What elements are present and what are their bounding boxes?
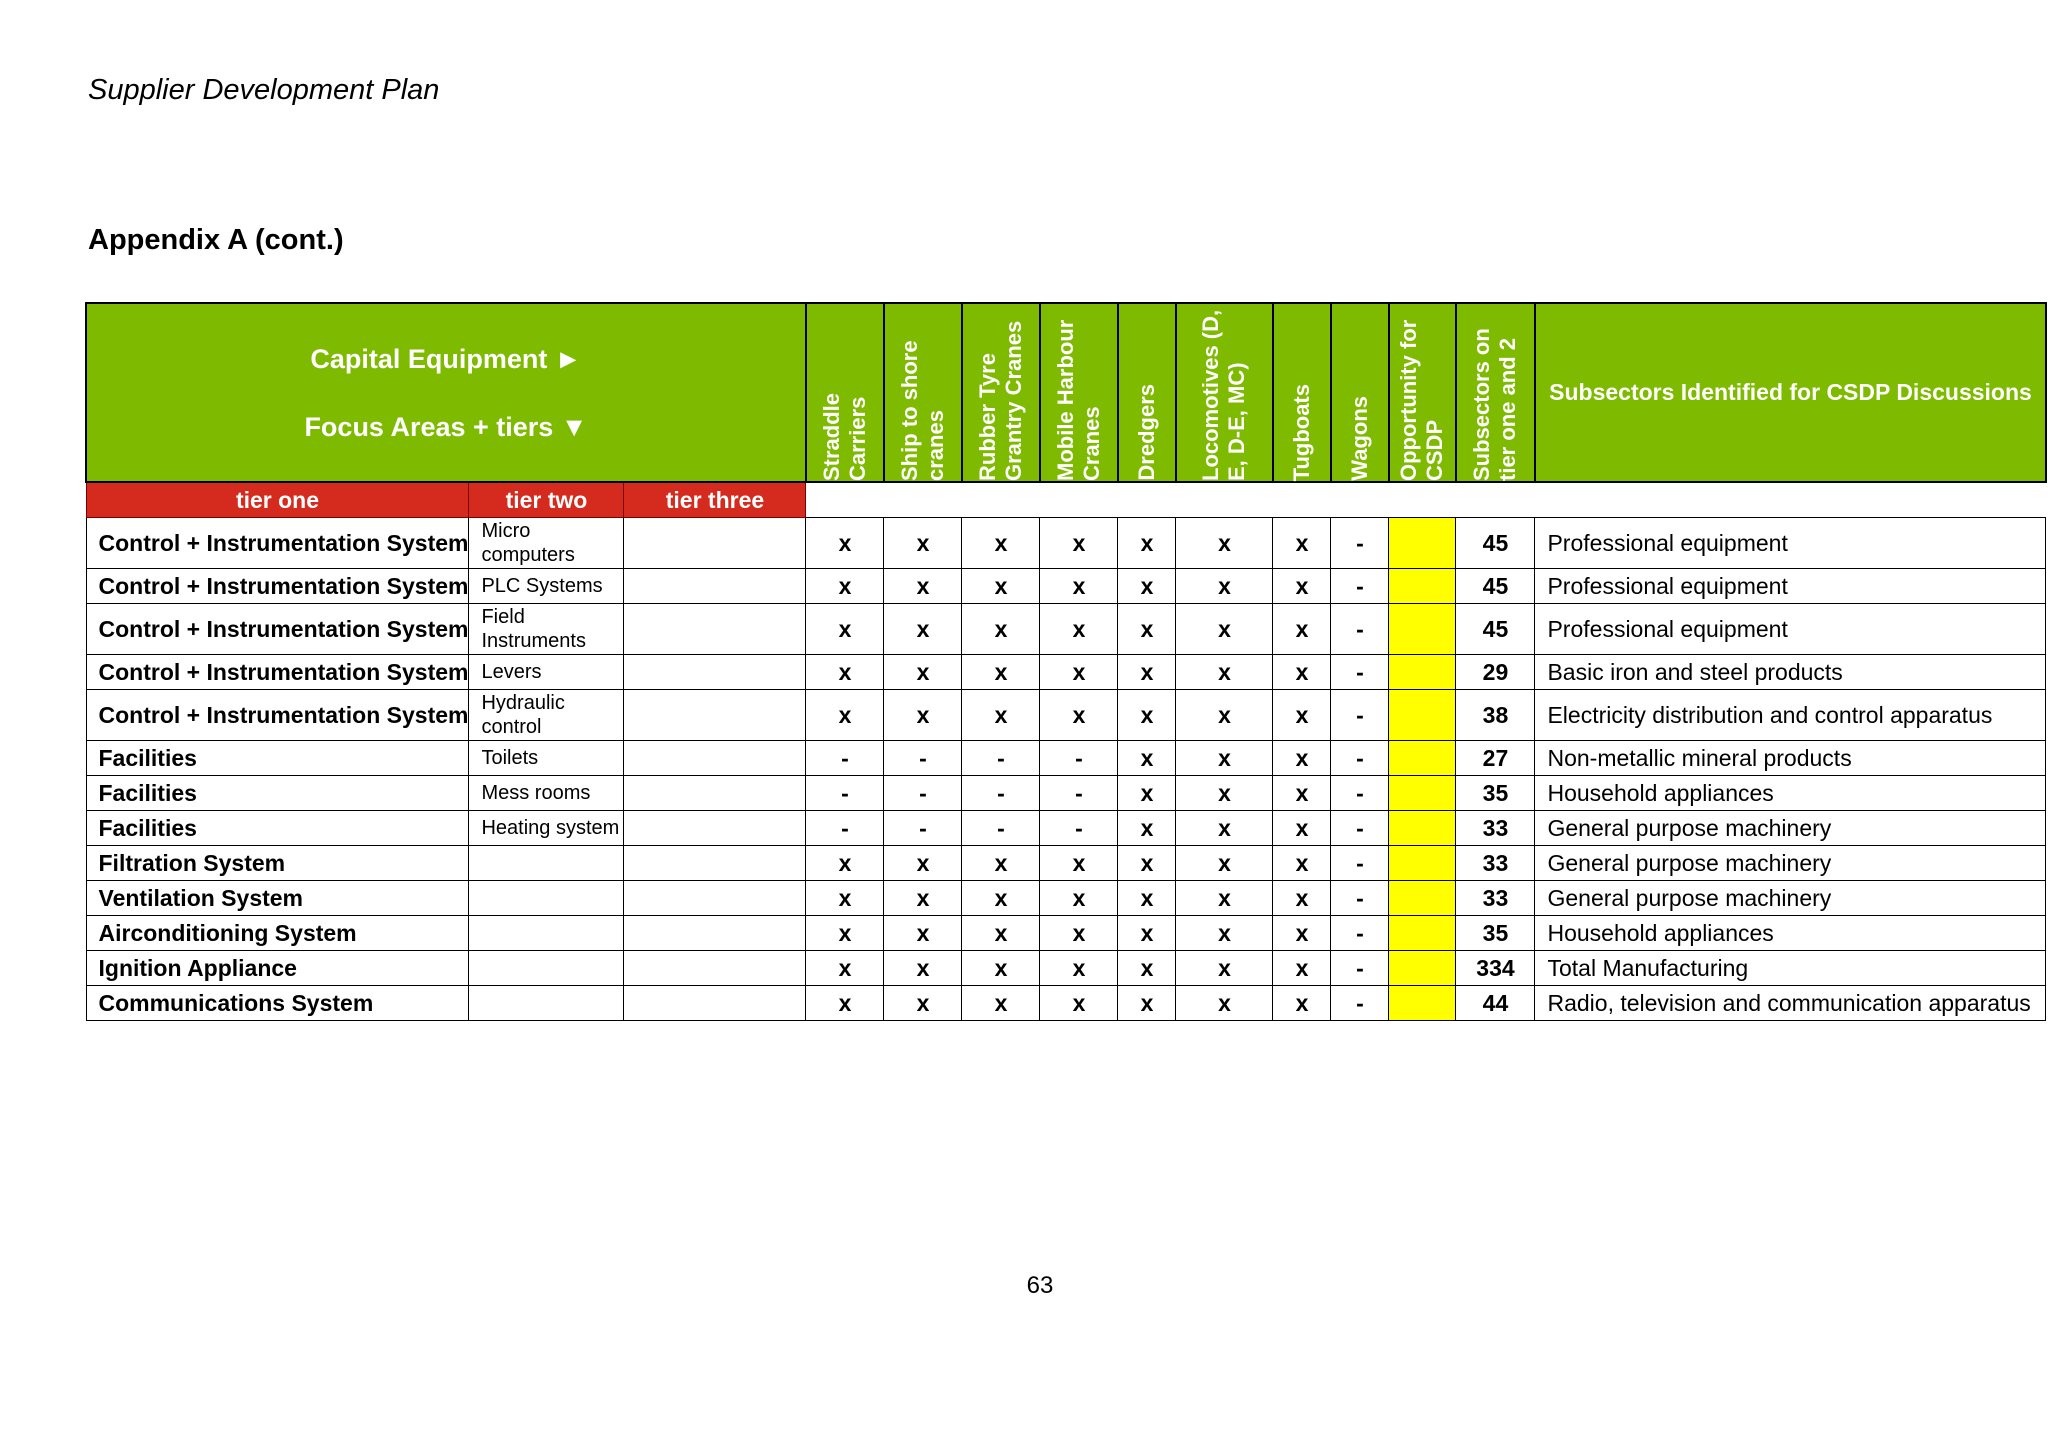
csdp-opportunity-cell: [1389, 690, 1456, 741]
mark-cell: x: [1273, 690, 1331, 741]
col-label: Opportunity for CSDP: [1396, 319, 1448, 481]
mark-cell: x: [806, 846, 884, 881]
col-header-dredgers: [1118, 303, 1176, 482]
col-header-ship-to-shore-cranes: [884, 303, 962, 482]
table-row: [86, 916, 2046, 951]
tier-two-cell: PLC Systems: [469, 569, 624, 604]
csdp-opportunity-cell: [1389, 916, 1456, 951]
csdp-opportunity-cell: [1389, 986, 1456, 1021]
mark-cell: -: [884, 776, 962, 811]
mark-cell: x: [884, 916, 962, 951]
mark-cell: -: [962, 741, 1040, 776]
mark-cell: x: [1118, 916, 1176, 951]
csdp-opportunity-cell: [1389, 846, 1456, 881]
mark-cell: x: [1176, 604, 1273, 655]
mark-cell: x: [1273, 741, 1331, 776]
mark-cell: x: [806, 569, 884, 604]
mark-cell: x: [1273, 881, 1331, 916]
col-header-rubber-tyre-grantry-cranes: [962, 303, 1040, 482]
table-row: [86, 881, 2046, 916]
subsector-cell: Household appliances: [1535, 776, 2046, 811]
mark-cell: -: [806, 776, 884, 811]
mark-cell: x: [962, 846, 1040, 881]
mark-cell: -: [1331, 741, 1389, 776]
tier-one-cell: Communications System: [86, 986, 469, 1021]
csdp-opportunity-cell: [1389, 741, 1456, 776]
mark-cell: x: [806, 916, 884, 951]
csdp-opportunity-cell: [1389, 951, 1456, 986]
tier-one-cell: Facilities: [86, 741, 469, 776]
mark-cell: x: [884, 951, 962, 986]
table-row: [86, 741, 2046, 776]
mark-cell: x: [1176, 986, 1273, 1021]
subsector-cell: Basic iron and steel products: [1535, 655, 2046, 690]
mark-cell: x: [962, 569, 1040, 604]
col-header-wagons: [1331, 303, 1389, 482]
document-header: Supplier Development Plan: [88, 74, 440, 106]
mark-cell: x: [884, 655, 962, 690]
tier-one-cell: Filtration System: [86, 846, 469, 881]
mark-cell: x: [1040, 655, 1118, 690]
mark-cell: -: [1331, 811, 1389, 846]
tier-one-cell: Ventilation System: [86, 881, 469, 916]
mark-cell: x: [1273, 655, 1331, 690]
mark-cell: x: [884, 846, 962, 881]
tier-three-cell: [624, 986, 806, 1021]
mark-cell: x: [1176, 881, 1273, 916]
tier-three-cell: [624, 881, 806, 916]
mark-cell: x: [962, 986, 1040, 1021]
mark-cell: x: [962, 951, 1040, 986]
mark-cell: x: [962, 881, 1040, 916]
mark-cell: -: [806, 811, 884, 846]
mark-cell: x: [1040, 569, 1118, 604]
mark-cell: x: [1273, 986, 1331, 1021]
tier-one-cell: Airconditioning System: [86, 916, 469, 951]
tier-two-cell: [469, 986, 624, 1021]
subsector-count-cell: 33: [1456, 811, 1535, 846]
table-body: [86, 518, 2046, 1021]
tier-one-cell: Control + Instrumentation System: [86, 604, 469, 655]
tier-two-cell: Mess rooms: [469, 776, 624, 811]
subsector-count-cell: 38: [1456, 690, 1535, 741]
subsector-cell: General purpose machinery: [1535, 846, 2046, 881]
mark-cell: x: [1176, 916, 1273, 951]
subsector-count-cell: 45: [1456, 604, 1535, 655]
mark-cell: x: [1118, 690, 1176, 741]
mark-cell: x: [806, 604, 884, 655]
tier-three-cell: [624, 741, 806, 776]
subsector-count-cell: 35: [1456, 916, 1535, 951]
table-row: [86, 951, 2046, 986]
subsector-count-cell: 35: [1456, 776, 1535, 811]
mark-cell: x: [1040, 604, 1118, 655]
col-label: Rubber Tyre Grantry Cranes: [974, 320, 1026, 481]
mark-cell: -: [1331, 916, 1389, 951]
col-header-straddle-carriers: [806, 303, 884, 482]
tier-two-cell: [469, 846, 624, 881]
csdp-opportunity-cell: [1389, 518, 1456, 569]
mark-cell: -: [1331, 986, 1389, 1021]
mark-cell: x: [1040, 916, 1118, 951]
mark-cell: -: [1040, 776, 1118, 811]
mark-cell: -: [884, 741, 962, 776]
mark-cell: x: [962, 604, 1040, 655]
subsector-count-cell: 33: [1456, 881, 1535, 916]
mark-cell: -: [1331, 569, 1389, 604]
subsector-cell: Professional equipment: [1535, 569, 2046, 604]
mark-cell: -: [962, 811, 1040, 846]
col-header-mobile-harbour-cranes: [1040, 303, 1118, 482]
page-number: 63: [1026, 1272, 1054, 1299]
mark-cell: x: [1176, 655, 1273, 690]
tier-two-cell: Micro computers: [469, 518, 624, 569]
tier-three-cell: [624, 811, 806, 846]
tier-three-cell: [624, 518, 806, 569]
tier-one-cell: Facilities: [86, 776, 469, 811]
subsector-cell: Non-metallic mineral products: [1535, 741, 2046, 776]
subsector-count-cell: 27: [1456, 741, 1535, 776]
mark-cell: x: [962, 916, 1040, 951]
mark-cell: x: [884, 518, 962, 569]
csdp-opportunity-cell: [1389, 811, 1456, 846]
mark-cell: x: [806, 881, 884, 916]
mark-cell: x: [1040, 986, 1118, 1021]
mark-cell: x: [806, 690, 884, 741]
tier-three-cell: [624, 655, 806, 690]
mark-cell: x: [1118, 655, 1176, 690]
mark-cell: x: [806, 951, 884, 986]
tier-two-cell: Heating system: [469, 811, 624, 846]
mark-cell: -: [1331, 951, 1389, 986]
mark-cell: x: [1118, 604, 1176, 655]
csdp-opportunity-cell: [1389, 655, 1456, 690]
col-label: Tugboats: [1288, 383, 1314, 481]
tier-two-cell: [469, 916, 624, 951]
mark-cell: -: [1331, 655, 1389, 690]
tier-three-cell: [624, 776, 806, 811]
table-row: [86, 846, 2046, 881]
mark-cell: x: [1118, 518, 1176, 569]
mark-cell: -: [1331, 690, 1389, 741]
csdp-opportunity-cell: [1389, 881, 1456, 916]
mark-cell: x: [1176, 846, 1273, 881]
mark-cell: x: [884, 986, 962, 1021]
mark-cell: x: [1040, 951, 1118, 986]
col-header-subsectors-identified: Subsectors Identified for CSDP Discussions: [1535, 303, 2046, 482]
mark-cell: x: [1176, 569, 1273, 604]
mark-cell: x: [1118, 776, 1176, 811]
mark-cell: -: [806, 741, 884, 776]
tier-two-cell: Levers: [469, 655, 624, 690]
col-label: Mobile Harbour Cranes: [1052, 319, 1104, 481]
mark-cell: x: [884, 881, 962, 916]
mark-cell: x: [1176, 741, 1273, 776]
tier-two-cell: Toilets: [469, 741, 624, 776]
tier-three-cell: [624, 690, 806, 741]
mark-cell: x: [1273, 811, 1331, 846]
mark-cell: x: [1040, 846, 1118, 881]
table-row: [86, 604, 2046, 655]
mark-cell: x: [962, 518, 1040, 569]
subsector-cell: Electricity distribution and control apparatus: [1535, 690, 2046, 741]
tier-two-cell: [469, 881, 624, 916]
capital-equipment-table: [85, 302, 2047, 1021]
mark-cell: x: [1118, 811, 1176, 846]
mark-cell: x: [806, 518, 884, 569]
mark-cell: x: [962, 690, 1040, 741]
mark-cell: x: [1040, 881, 1118, 916]
mark-cell: x: [1176, 518, 1273, 569]
table-caption: [86, 303, 806, 482]
tier-one-cell: Control + Instrumentation System: [86, 690, 469, 741]
tier-one-cell: Control + Instrumentation System: [86, 518, 469, 569]
header-spacer: [806, 482, 2046, 518]
csdp-opportunity-cell: [1389, 569, 1456, 604]
mark-cell: -: [962, 776, 1040, 811]
table-row: [86, 690, 2046, 741]
mark-cell: -: [1040, 811, 1118, 846]
mark-cell: x: [1176, 690, 1273, 741]
mark-cell: x: [962, 655, 1040, 690]
tier-two-cell: Hydraulic control: [469, 690, 624, 741]
table-row: [86, 569, 2046, 604]
mark-cell: x: [806, 986, 884, 1021]
mark-cell: x: [1118, 881, 1176, 916]
mark-cell: -: [1331, 776, 1389, 811]
subsector-cell: General purpose machinery: [1535, 811, 2046, 846]
mark-cell: x: [1040, 690, 1118, 741]
mark-cell: -: [884, 811, 962, 846]
table-row: [86, 776, 2046, 811]
csdp-opportunity-cell: [1389, 604, 1456, 655]
col-header-locomotives: [1176, 303, 1273, 482]
mark-cell: x: [806, 655, 884, 690]
tier-three-cell: [624, 916, 806, 951]
table-row: [86, 811, 2046, 846]
col-label: Ship to shore cranes: [896, 340, 948, 481]
mark-cell: x: [1118, 951, 1176, 986]
subsector-count-cell: 334: [1456, 951, 1535, 986]
tier-two-cell: Field Instruments: [469, 604, 624, 655]
mark-cell: -: [1331, 846, 1389, 881]
tier-one-cell: Control + Instrumentation System: [86, 569, 469, 604]
subsector-count-cell: 29: [1456, 655, 1535, 690]
tier-three-cell: [624, 846, 806, 881]
mark-cell: x: [1118, 846, 1176, 881]
subsector-cell: Household appliances: [1535, 916, 2046, 951]
col-label: Locomotives (D, E, D-E, MC): [1198, 309, 1250, 481]
mark-cell: x: [1273, 951, 1331, 986]
table-row: [86, 655, 2046, 690]
mark-cell: x: [1273, 569, 1331, 604]
mark-cell: x: [1176, 811, 1273, 846]
csdp-opportunity-cell: [1389, 776, 1456, 811]
col-header-subsectors-tiers: [1456, 303, 1535, 482]
mark-cell: x: [1040, 518, 1118, 569]
mark-cell: x: [1273, 916, 1331, 951]
mark-cell: -: [1331, 604, 1389, 655]
mark-cell: x: [884, 604, 962, 655]
tier-three-cell: [624, 569, 806, 604]
tier-one-header: tier one: [86, 482, 469, 518]
subsector-count-cell: 44: [1456, 986, 1535, 1021]
tier-one-cell: Facilities: [86, 811, 469, 846]
mark-cell: -: [1331, 518, 1389, 569]
table-row: [86, 986, 2046, 1021]
col-label: Subsectors on tier one and 2: [1469, 328, 1521, 481]
tier-three-header: tier three: [624, 482, 806, 518]
subsector-count-cell: 45: [1456, 569, 1535, 604]
col-label: Wagons: [1346, 396, 1372, 481]
subsector-count-cell: 33: [1456, 846, 1535, 881]
mark-cell: -: [1331, 881, 1389, 916]
col-label: Straddle Carriers: [818, 392, 870, 481]
mark-cell: x: [1273, 776, 1331, 811]
col-label: Dredgers: [1133, 384, 1159, 481]
subsector-count-cell: 45: [1456, 518, 1535, 569]
tier-one-cell: Ignition Appliance: [86, 951, 469, 986]
tier-one-cell: Control + Instrumentation System: [86, 655, 469, 690]
table-row: [86, 518, 2046, 569]
subsector-cell: Total Manufacturing: [1535, 951, 2046, 986]
mark-cell: x: [1118, 569, 1176, 604]
tier-three-cell: [624, 951, 806, 986]
mark-cell: x: [884, 690, 962, 741]
mark-cell: -: [1040, 741, 1118, 776]
subsector-cell: General purpose machinery: [1535, 881, 2046, 916]
col-header-opportunity-csdp: [1389, 303, 1456, 482]
mark-cell: x: [1176, 776, 1273, 811]
subsector-cell: Radio, television and communication apparatus: [1535, 986, 2046, 1021]
mark-cell: x: [1273, 846, 1331, 881]
mark-cell: x: [1273, 604, 1331, 655]
mark-cell: x: [1118, 986, 1176, 1021]
caption-focus-areas: Focus Areas + tiers ▼: [304, 411, 588, 442]
mark-cell: x: [1176, 951, 1273, 986]
col-header-tugboats: [1273, 303, 1331, 482]
caption-capital-equipment: Capital Equipment ►: [310, 343, 582, 374]
mark-cell: x: [1118, 741, 1176, 776]
tier-three-cell: [624, 604, 806, 655]
subsector-cell: Professional equipment: [1535, 604, 2046, 655]
tier-two-header: tier two: [469, 482, 624, 518]
tier-two-cell: [469, 951, 624, 986]
mark-cell: x: [1273, 518, 1331, 569]
mark-cell: x: [884, 569, 962, 604]
subsector-cell: Professional equipment: [1535, 518, 2046, 569]
section-title: Appendix A (cont.): [88, 224, 344, 256]
